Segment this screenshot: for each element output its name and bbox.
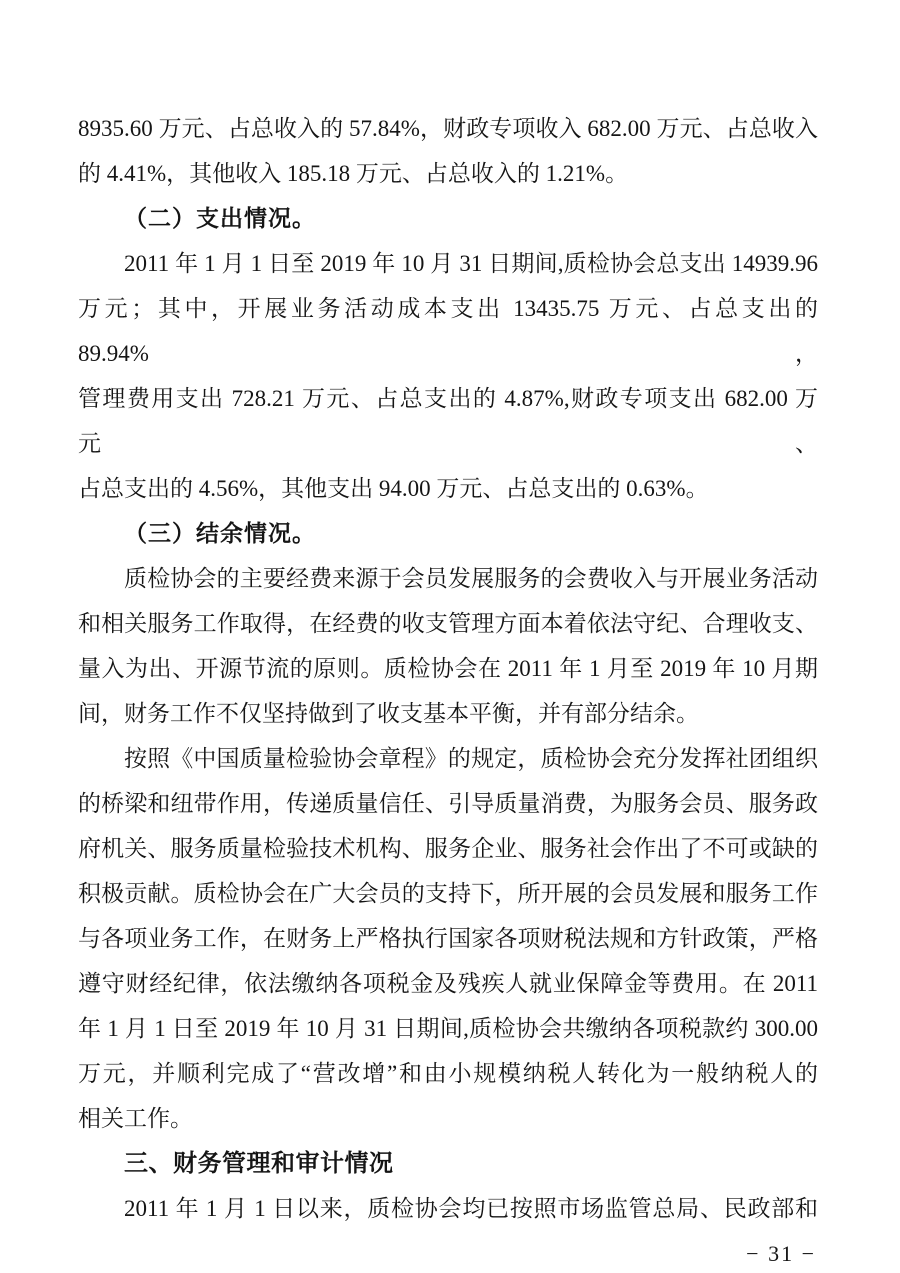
paragraph (78, 241, 818, 511)
paragraph (78, 1186, 818, 1231)
text-line: 相关工作。 (78, 1106, 193, 1131)
text-line: 间，财务工作不仅坚持做到了收支基本平衡，并有部分结余。 (78, 701, 699, 726)
text-line: 遵守财经纪律，依法缴纳各项税金及残疾人就业保障金等费用。在 2011 (78, 971, 818, 996)
text-line: 的桥梁和纽带作用，传递质量信任、引导质量消费，为服务会员、服务政 (78, 791, 818, 816)
document-content (78, 106, 818, 1273)
page-number: − 31 − (746, 1241, 816, 1266)
text-line: 的 4.41%，其他收入 185.18 万元、占总收入的 1.21%。 (78, 161, 629, 186)
text-line: 质检协会的主要经费来源于会员发展服务的会费收入与开展业务活动 (124, 566, 818, 591)
paragraph (78, 736, 818, 1141)
subsection-heading-2: （二）支出情况。 (124, 206, 316, 231)
section-heading: 三、财务管理和审计情况 (124, 1150, 394, 1177)
text-line: 占总支出的 4.56%，其他支出 94.00 万元、占总支出的 0.63%。 (78, 476, 709, 501)
paragraph (78, 106, 818, 196)
text-line: 万元，并顺利完成了“营改增”和由小规模纳税人转化为一般纳税人的 (78, 1061, 818, 1086)
text-line: 年 1 月 1 日至 2019 年 10 月 31 日期间,质检协会共缴纳各项税款约 300.00 (78, 1016, 818, 1041)
text-line: 和相关服务工作取得，在经费的收支管理方面本着依法守纪、合理收支、 (78, 611, 818, 636)
text-line: 府机关、服务质量检验技术机构、服务企业、服务社会作出了不可或缺的 (78, 836, 818, 861)
text-line: 8935.60 万元、占总收入的 57.84%，财政专项收入 682.00 万元、占总收入 (78, 116, 818, 141)
text-line: 万元；其中，开展业务活动成本支出 13435.75 万元、占总支出的 89.94%， (78, 296, 818, 366)
text-line: 管理费用支出 728.21 万元、占总支出的 4.87%,财政专项支出 682.00 万元、 (78, 386, 818, 456)
text-line: 2011 年 1 月 1 日至 2019 年 10 月 31 日期间,质检协会总支出 14939.96 (124, 251, 818, 276)
text-line: 2011 年 1 月 1 日以来，质检协会均已按照市场监管总局、民政部和 (124, 1196, 818, 1221)
text-line: 按照《中国质量检验协会章程》的规定，质检协会充分发挥社团组织 (124, 746, 818, 771)
text-line: 积极贡献。质检协会在广大会员的支持下，所开展的会员发展和服务工作 (78, 881, 818, 906)
text-line: 与各项业务工作，在财务上严格执行国家各项财税法规和方针政策，严格 (78, 926, 818, 951)
subsection-heading-3: （三）结余情况。 (124, 521, 316, 546)
text-line: 量入为出、开源节流的原则。质检协会在 2011 年 1 月至 2019 年 10 月期 (78, 656, 818, 681)
paragraph (78, 556, 818, 736)
